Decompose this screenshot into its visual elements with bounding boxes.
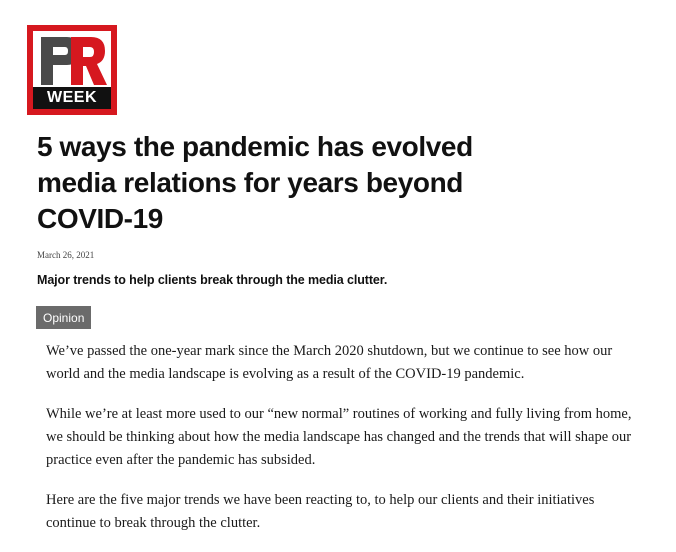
article-headline: 5 ways the pandemic has evolved media relations for years beyond COVID-19 xyxy=(37,131,473,234)
article-body xyxy=(46,340,646,552)
body-paragraph: Here are the five major trends we have been reacting to, to help our clients and their initiatives continue to break through the clutter. xyxy=(46,492,595,531)
logo-wordmark: WEEK xyxy=(47,89,97,106)
body-paragraph: We’ve passed the one-year mark since the March 2020 shutdown, but we continue to see how our world and the media landscape is evolving as a result of the COVID-19 pandemic. xyxy=(46,343,613,382)
article-standfirst: Major trends to help clients break through the media clutter. xyxy=(37,273,388,287)
prweek-logo[interactable] xyxy=(27,25,117,115)
article-date: March 26, 2021 xyxy=(37,250,95,260)
body-paragraph: While we’re at least more used to our “new normal” routines of working and fully living from home, we should be thinking about how the media landscape has changed and the trends that will shape our practice even after the pandemic has subsided. xyxy=(46,406,632,468)
category-tag-opinion[interactable]: Opinion xyxy=(36,306,91,329)
